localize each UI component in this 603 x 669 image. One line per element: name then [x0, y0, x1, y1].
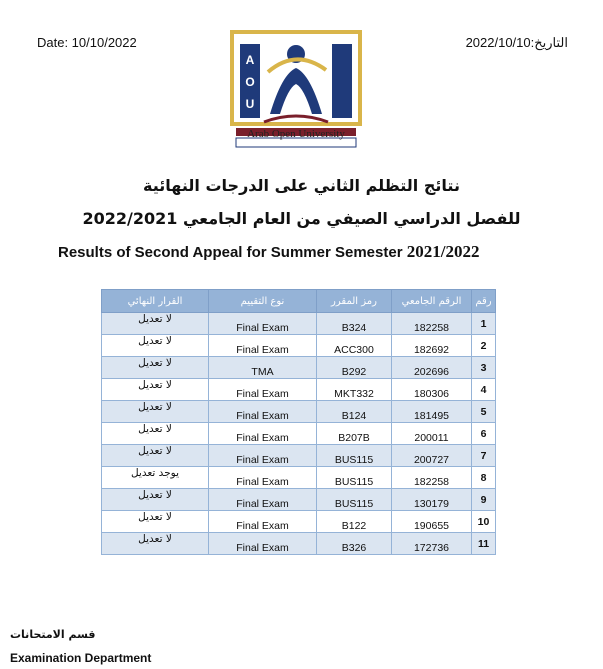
- row-number-cell: 6: [472, 423, 496, 445]
- student-id-cell: 182692: [392, 335, 472, 357]
- decision-cell: يوجد تعديل: [102, 467, 209, 489]
- decision-cell: لا تعديل: [102, 423, 209, 445]
- course-cell: B292: [317, 357, 392, 379]
- row-number-cell: 1: [472, 313, 496, 335]
- date-arabic: التاريخ:2022/10/10: [465, 35, 568, 50]
- svg-text:U: U: [245, 97, 255, 111]
- decision-cell: لا تعديل: [102, 489, 209, 511]
- row-number-cell: 9: [472, 489, 496, 511]
- decision-cell: لا تعديل: [102, 445, 209, 467]
- evaluation-cell: Final Exam: [209, 533, 317, 555]
- row-number-cell: 11: [472, 533, 496, 555]
- decision-cell: لا تعديل: [102, 533, 209, 555]
- date-english: Date: 10/10/2022: [37, 35, 137, 50]
- student-id-cell: 181495: [392, 401, 472, 423]
- table-row: [102, 379, 496, 401]
- evaluation-cell: TMA: [209, 357, 317, 379]
- university-name-en: Arab Open University: [247, 128, 345, 140]
- title-arabic-line1: نتائج التظلم الثاني على الدرجات النهائية: [143, 176, 460, 195]
- course-cell: MKT332: [317, 379, 392, 401]
- course-cell: B122: [317, 511, 392, 533]
- row-number-cell: 5: [472, 401, 496, 423]
- evaluation-cell: Final Exam: [209, 445, 317, 467]
- row-number-cell: 3: [472, 357, 496, 379]
- course-cell: ACC300: [317, 335, 392, 357]
- course-cell: B324: [317, 313, 392, 335]
- course-cell: BUS115: [317, 489, 392, 511]
- title-arabic-line2: للفصل الدراسي الصيفي من العام الجامعي 2022/2021: [82, 209, 521, 228]
- results-table: [101, 289, 496, 555]
- title-english: [58, 242, 479, 262]
- student-id-cell: 200011: [392, 423, 472, 445]
- header-number: رقم: [472, 290, 496, 313]
- department-english: Examination Department: [10, 651, 152, 665]
- table-row: [102, 423, 496, 445]
- department-arabic: قسم الامتحانات: [10, 628, 96, 641]
- svg-text:O: O: [245, 75, 255, 89]
- decision-cell: لا تعديل: [102, 335, 209, 357]
- evaluation-cell: Final Exam: [209, 335, 317, 357]
- course-cell: BUS115: [317, 467, 392, 489]
- evaluation-cell: Final Exam: [209, 313, 317, 335]
- title-english-year: 2021/2022: [406, 242, 480, 261]
- evaluation-cell: Final Exam: [209, 423, 317, 445]
- table-row: [102, 533, 496, 555]
- student-id-cell: 190655: [392, 511, 472, 533]
- row-number-cell: 10: [472, 511, 496, 533]
- evaluation-cell: Final Exam: [209, 467, 317, 489]
- student-id-cell: 130179: [392, 489, 472, 511]
- table-row: [102, 511, 496, 533]
- decision-cell: لا تعديل: [102, 401, 209, 423]
- student-id-cell: 182258: [392, 313, 472, 335]
- row-number-cell: 7: [472, 445, 496, 467]
- course-cell: BUS115: [317, 445, 392, 467]
- student-id-cell: 200727: [392, 445, 472, 467]
- row-number-cell: 2: [472, 335, 496, 357]
- course-cell: B207B: [317, 423, 392, 445]
- table-row: [102, 489, 496, 511]
- evaluation-cell: Final Exam: [209, 511, 317, 533]
- evaluation-cell: Final Exam: [209, 489, 317, 511]
- decision-cell: لا تعديل: [102, 357, 209, 379]
- student-id-cell: 180306: [392, 379, 472, 401]
- evaluation-cell: Final Exam: [209, 379, 317, 401]
- table-row: [102, 313, 496, 335]
- course-cell: B124: [317, 401, 392, 423]
- student-id-cell: 172736: [392, 533, 472, 555]
- student-id-cell: 182258: [392, 467, 472, 489]
- header-course-code: رمز المقرر: [317, 290, 392, 313]
- student-id-cell: 202696: [392, 357, 472, 379]
- course-cell: B326: [317, 533, 392, 555]
- decision-cell: لا تعديل: [102, 511, 209, 533]
- decision-cell: لا تعديل: [102, 313, 209, 335]
- header-student-id: الرقم الجامعي: [392, 290, 472, 313]
- title-english-text: Results of Second Appeal for Summer Semester: [58, 244, 403, 261]
- svg-text:A: A: [245, 53, 255, 67]
- row-number-cell: 4: [472, 379, 496, 401]
- decision-cell: لا تعديل: [102, 379, 209, 401]
- table-row: [102, 445, 496, 467]
- table-row: [102, 467, 496, 489]
- evaluation-cell: Final Exam: [209, 401, 317, 423]
- table-row: [102, 335, 496, 357]
- table-header-row: [102, 290, 496, 313]
- header-decision: القرار النهائي: [102, 290, 209, 313]
- table-row: [102, 357, 496, 379]
- header-evaluation-type: نوع التقييم: [209, 290, 317, 313]
- row-number-cell: 8: [472, 467, 496, 489]
- table-row: [102, 401, 496, 423]
